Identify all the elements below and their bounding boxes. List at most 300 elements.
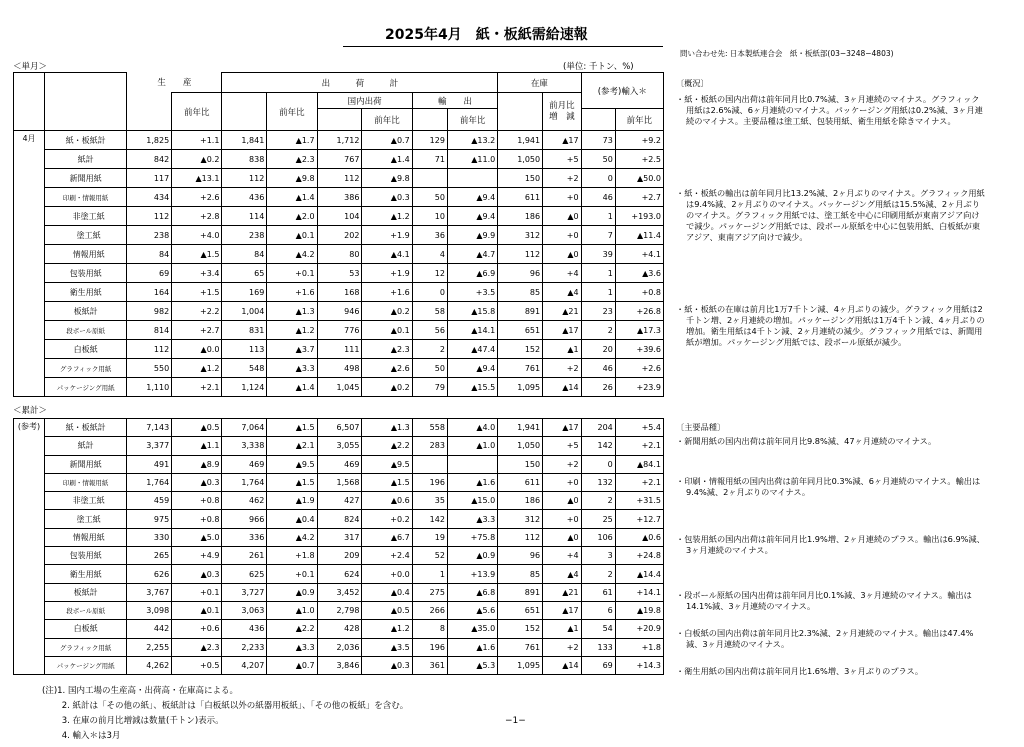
table-row [14, 302, 664, 321]
cell-p: 330 [127, 528, 172, 546]
cell-ic: +4 [543, 264, 581, 283]
cell-e: 10 [412, 207, 447, 226]
cell-e: 4 [412, 245, 447, 264]
title-underline [343, 46, 663, 47]
cell-my: +2.5 [615, 150, 663, 169]
cell-py: ▲0.0 [172, 340, 222, 359]
monthly-table [13, 72, 664, 397]
row-label: 塗工紙 [44, 226, 126, 245]
cell-p: 626 [127, 565, 172, 583]
cell-m: 69 [581, 656, 615, 674]
row-label: 情報用紙 [44, 245, 126, 264]
cell-ey: ▲13.2 [447, 131, 497, 150]
cell-m: 46 [581, 359, 615, 378]
cell-dy: ▲9.8 [362, 169, 412, 188]
cell-ic: ▲21 [543, 302, 581, 321]
overview-bullet: ・紙・板紙の在庫は前月比1万7千トン減、4ヶ月ぶりの減少。グラフィック用紙は2千トン増、2ヶ月連続の増加。パッケージング用紙は1万4千トン減、4ヶ月ぶりの増加。衛生用紙は4千トン減、2ヶ月連続の減少。グラフィック用紙では、新聞用紙が増加。パッケージング用紙では、段ボール原紙が減少。 [676, 304, 985, 347]
row-label: グラフィック用紙 [44, 359, 126, 378]
cell-ic: +2 [543, 169, 581, 188]
row-label: パッケージング用紙 [44, 378, 126, 397]
cell-my: +26.8 [615, 302, 663, 321]
cell-dy: ▲1.2 [362, 207, 412, 226]
cell-ey [447, 169, 497, 188]
cell-d: 624 [317, 565, 362, 583]
cell-ey [447, 455, 497, 473]
cell-dy: ▲0.1 [362, 321, 412, 340]
overview-heading: 〔概況〕 [676, 78, 709, 88]
row-label: 新聞用紙 [45, 455, 127, 473]
cell-dy: ▲0.2 [362, 302, 412, 321]
cell-d: 111 [317, 340, 362, 359]
cell-m: 25 [581, 510, 615, 528]
cell-d: 80 [317, 245, 362, 264]
cell-my: +2.7 [615, 188, 663, 207]
header-inventory: 在庫 [498, 73, 581, 93]
table-row [14, 226, 664, 245]
cell-d: 946 [317, 302, 362, 321]
cell-ic: +2 [543, 638, 581, 656]
cumulative-table [13, 418, 664, 675]
cell-s: 1,124 [222, 378, 267, 397]
row-label: 衛生用紙 [44, 283, 126, 302]
cell-d: 3,846 [317, 656, 362, 674]
cell-ic: ▲0 [543, 492, 581, 510]
cell-py: +4.0 [172, 226, 222, 245]
cell-ey: ▲9.4 [447, 188, 497, 207]
cell-e: 8 [412, 620, 447, 638]
cell-i: 1,941 [498, 131, 543, 150]
cell-p: 2,255 [127, 638, 172, 656]
cell-my: +12.7 [615, 510, 663, 528]
monthly-section-label: ＜単月＞ [13, 62, 48, 72]
table-row [14, 264, 664, 283]
cell-p: 1,110 [127, 378, 172, 397]
table-row [14, 638, 664, 656]
cell-py: ▲0.3 [172, 473, 222, 491]
cell-py: +2.7 [172, 321, 222, 340]
cell-m: 142 [581, 437, 615, 455]
cell-m: 1 [581, 207, 615, 226]
cell-e: 58 [412, 302, 447, 321]
cell-py: +4.9 [172, 547, 222, 565]
row-label: 紙計 [44, 150, 126, 169]
header-dom-blank [317, 109, 362, 131]
header-exp-yoy: 前年比 [447, 109, 497, 131]
cell-ic: +5 [543, 150, 581, 169]
cell-p: 1,764 [127, 473, 172, 491]
cell-i: 186 [498, 207, 543, 226]
cell-p: 842 [127, 150, 172, 169]
cell-s: 238 [222, 226, 267, 245]
cell-ic: ▲1 [543, 620, 581, 638]
cell-d: 767 [317, 150, 362, 169]
cell-m: 61 [581, 583, 615, 601]
cell-i: 186 [498, 492, 543, 510]
cell-i: 152 [498, 340, 543, 359]
cell-py: ▲1.1 [172, 437, 222, 455]
cell-p: 434 [127, 188, 172, 207]
cell-s: 1,841 [222, 131, 267, 150]
footnote: 4. 輸入＊は3月 [42, 731, 121, 741]
table-row [14, 359, 664, 378]
table-row [14, 378, 664, 397]
cell-py: ▲0.1 [172, 601, 222, 619]
row-label: 紙・板紙計 [45, 419, 127, 437]
cell-sy: ▲3.7 [267, 340, 317, 359]
cell-p: 982 [127, 302, 172, 321]
cell-i: 761 [498, 638, 543, 656]
cell-m: 0 [581, 455, 615, 473]
cell-i: 1,050 [498, 150, 543, 169]
cell-m: 39 [581, 245, 615, 264]
cell-py: ▲1.2 [172, 359, 222, 378]
cell-e: 50 [412, 359, 447, 378]
cell-m: 20 [581, 340, 615, 359]
cell-ic: ▲17 [543, 601, 581, 619]
cell-ic: +4 [543, 547, 581, 565]
cell-sy: ▲1.9 [267, 492, 317, 510]
cell-sy: ▲4.2 [267, 245, 317, 264]
table-row [14, 283, 664, 302]
cell-d: 1,045 [317, 378, 362, 397]
cell-ey: ▲15.8 [447, 302, 497, 321]
cell-e: 19 [412, 528, 447, 546]
cell-s: 838 [222, 150, 267, 169]
cell-py: ▲0.5 [172, 419, 222, 437]
cell-ey: ▲5.3 [447, 656, 497, 674]
cell-ey: ▲15.0 [447, 492, 497, 510]
cell-d: 824 [317, 510, 362, 528]
cell-ey: ▲9.4 [447, 207, 497, 226]
header-domestic: 国内出荷 [317, 93, 412, 109]
cell-p: 265 [127, 547, 172, 565]
major-bullet: ・印刷・情報用紙の国内出荷は前年同月比0.3%減、6ヶ月連続のマイナス。輸出は9.4%減、2ヶ月ぶりのマイナス。 [676, 476, 981, 497]
cell-my: +9.2 [615, 131, 663, 150]
cell-s: 462 [222, 492, 267, 510]
row-label: 非塗工紙 [44, 207, 126, 226]
cell-ic: +0 [543, 473, 581, 491]
header-exports: 輸 出 [412, 93, 498, 109]
cell-p: 4,262 [127, 656, 172, 674]
cell-my: +2.6 [615, 359, 663, 378]
cell-ic: ▲0 [543, 528, 581, 546]
cell-d: 3,452 [317, 583, 362, 601]
cell-p: 69 [127, 264, 172, 283]
cell-py: +1.1 [172, 131, 222, 150]
cell-i: 651 [498, 321, 543, 340]
cell-e: 196 [412, 638, 447, 656]
major-bullet: ・衛生用紙の国内出荷は前年同月比1.6%増、3ヶ月ぶりのプラス。 [676, 666, 924, 676]
table-row [14, 473, 664, 491]
header-ship-yoy: 前年比 [267, 93, 317, 131]
major-bullet: ・段ボール原紙の国内出荷は前年同月比0.1%減、3ヶ月連続のマイナス。輸出は14.1%減、3ヶ月連続のマイナス。 [676, 590, 972, 611]
cell-my: +24.8 [615, 547, 663, 565]
cell-p: 459 [127, 492, 172, 510]
cell-i: 1,941 [498, 419, 543, 437]
cell-p: 238 [127, 226, 172, 245]
cell-e: 79 [412, 378, 447, 397]
cell-ic: +2 [543, 359, 581, 378]
cell-sy: +0.1 [267, 264, 317, 283]
cell-m: 23 [581, 302, 615, 321]
cell-ey: ▲3.3 [447, 510, 497, 528]
cell-dy: ▲2.3 [362, 340, 412, 359]
cell-e: 275 [412, 583, 447, 601]
cell-m: 54 [581, 620, 615, 638]
cell-ey: ▲47.4 [447, 340, 497, 359]
cell-m: 106 [581, 528, 615, 546]
row-label: 紙・板紙計 [44, 131, 126, 150]
cell-my: +2.1 [615, 437, 663, 455]
cell-sy: ▲2.3 [267, 150, 317, 169]
cell-my: ▲11.4 [615, 226, 663, 245]
overview-bullet: ・紙・板紙の輸出は前年同月比13.2%減、2ヶ月ぶりのマイナス。グラフィック用紙は9.4%減、2ヶ月ぶりのマイナス。パッケージング用紙は15.5%減、2ヶ月ぶりのマイナス。グラフィック用紙では、塗工紙を中心に印刷用紙が東南アジア向けで減少。パッケージング用紙では、段ボール原紙を中心に包装用紙、白板紙が東アジア、東南アジア向けで減少。 [676, 188, 985, 242]
table-row [14, 656, 664, 674]
row-label: 板紙計 [45, 583, 127, 601]
cell-py: +0.1 [172, 583, 222, 601]
cell-i: 611 [498, 473, 543, 491]
cell-s: 112 [222, 169, 267, 188]
cell-i: 112 [498, 245, 543, 264]
cell-s: 3,063 [222, 601, 267, 619]
table-row [14, 131, 664, 150]
cell-ic: ▲1 [543, 340, 581, 359]
cell-e: 0 [412, 283, 447, 302]
cell-m: 7 [581, 226, 615, 245]
row-group-label: (参考) [14, 419, 45, 675]
cell-i: 112 [498, 528, 543, 546]
table-row [14, 419, 664, 437]
cell-my: +0.8 [615, 283, 663, 302]
cell-e: 1 [412, 565, 447, 583]
cell-i: 891 [498, 583, 543, 601]
cell-dy: ▲2.6 [362, 359, 412, 378]
cell-i: 312 [498, 510, 543, 528]
cell-s: 1,004 [222, 302, 267, 321]
cell-sy: +0.1 [267, 565, 317, 583]
cell-ic: +0 [543, 510, 581, 528]
cell-dy: ▲3.5 [362, 638, 412, 656]
cell-sy: ▲2.2 [267, 620, 317, 638]
header-imports: (参考)輸入＊ [581, 73, 663, 109]
cell-py: ▲0.3 [172, 565, 222, 583]
row-label: 白板紙 [44, 340, 126, 359]
cell-my: +14.1 [615, 583, 663, 601]
cell-sy: ▲1.5 [267, 419, 317, 437]
cell-p: 442 [127, 620, 172, 638]
cell-py: ▲13.1 [172, 169, 222, 188]
row-label: 段ボール原紙 [44, 321, 126, 340]
cell-p: 84 [127, 245, 172, 264]
cell-m: 204 [581, 419, 615, 437]
cell-my: ▲3.6 [615, 264, 663, 283]
cell-m: 6 [581, 601, 615, 619]
contact-info: 問い合わせ先: 日本製紙連合会 紙・板紙部(03−3248−4803) [680, 49, 894, 58]
corner-cell [14, 73, 45, 131]
cell-py: ▲1.5 [172, 245, 222, 264]
cell-my: +31.5 [615, 492, 663, 510]
cell-i: 152 [498, 620, 543, 638]
cell-ey: +13.9 [447, 565, 497, 583]
cell-ic: +0 [543, 226, 581, 245]
cell-s: 966 [222, 510, 267, 528]
footnote: 2. 紙計は「その他の紙」、板紙計は「白板紙以外の紙器用板紙」、「その他の板紙」を含む。 [42, 701, 409, 711]
cell-dy: ▲1.3 [362, 419, 412, 437]
table-row [14, 583, 664, 601]
row-label: 包装用紙 [45, 547, 127, 565]
cell-e: 266 [412, 601, 447, 619]
cell-m: 3 [581, 547, 615, 565]
cell-e [412, 455, 447, 473]
cell-ey: ▲1.0 [447, 437, 497, 455]
cell-ey: ▲15.5 [447, 378, 497, 397]
cell-ey: +75.8 [447, 528, 497, 546]
row-label: 塗工紙 [45, 510, 127, 528]
cell-dy: +0.2 [362, 510, 412, 528]
cell-s: 4,207 [222, 656, 267, 674]
cell-d: 427 [317, 492, 362, 510]
table-row [14, 455, 664, 473]
cell-sy: ▲0.9 [267, 583, 317, 601]
cell-s: 65 [222, 264, 267, 283]
cell-ic: ▲0 [543, 245, 581, 264]
row-label: 段ボール原紙 [45, 601, 127, 619]
cell-m: 0 [581, 169, 615, 188]
cell-sy: ▲3.3 [267, 638, 317, 656]
cell-m: 2 [581, 565, 615, 583]
cell-py: ▲0.2 [172, 150, 222, 169]
cell-dy: ▲6.7 [362, 528, 412, 546]
page-title: 2025年4月 紙・板紙需給速報 [385, 27, 588, 43]
row-label: 新聞用紙 [44, 169, 126, 188]
cell-d: 104 [317, 207, 362, 226]
table-row [14, 207, 664, 226]
header-ship-blank [222, 93, 267, 131]
row-label: 情報用紙 [45, 528, 127, 546]
cell-my: +20.9 [615, 620, 663, 638]
cell-d: 6,507 [317, 419, 362, 437]
cell-m: 133 [581, 638, 615, 656]
cell-d: 776 [317, 321, 362, 340]
cell-e: 52 [412, 547, 447, 565]
cell-s: 1,764 [222, 473, 267, 491]
cell-dy: ▲0.2 [362, 378, 412, 397]
cell-d: 168 [317, 283, 362, 302]
cell-ey: ▲14.1 [447, 321, 497, 340]
page-number: −1− [505, 716, 526, 726]
table-row [14, 321, 664, 340]
cell-sy: ▲2.0 [267, 207, 317, 226]
cell-dy: +1.9 [362, 226, 412, 245]
cell-e: 361 [412, 656, 447, 674]
major-bullet: ・包装用紙の国内出荷は前年同月比1.9%増、2ヶ月連続のプラス。輸出は6.9%減、3ヶ月連続のマイナス。 [676, 534, 985, 555]
cell-my: +4.1 [615, 245, 663, 264]
table-row [14, 528, 664, 546]
cell-my: +5.4 [615, 419, 663, 437]
cell-dy: ▲0.6 [362, 492, 412, 510]
cell-dy: ▲4.1 [362, 245, 412, 264]
cell-p: 1,825 [127, 131, 172, 150]
cell-p: 3,767 [127, 583, 172, 601]
cell-dy: ▲2.2 [362, 437, 412, 455]
cell-e: 196 [412, 473, 447, 491]
cell-s: 3,338 [222, 437, 267, 455]
cell-e [412, 169, 447, 188]
corner-cell [44, 73, 126, 131]
cell-p: 814 [127, 321, 172, 340]
table-row [14, 510, 664, 528]
header-inv-change: 前月比 増 減 [543, 93, 581, 131]
cell-s: 84 [222, 245, 267, 264]
cell-ey: ▲9.4 [447, 359, 497, 378]
cell-dy: +1.6 [362, 283, 412, 302]
cell-i: 312 [498, 226, 543, 245]
cell-e: 12 [412, 264, 447, 283]
cell-ey: ▲4.7 [447, 245, 497, 264]
cell-sy: ▲9.5 [267, 455, 317, 473]
cell-py: +1.5 [172, 283, 222, 302]
cell-my: ▲19.8 [615, 601, 663, 619]
cell-ic: ▲14 [543, 378, 581, 397]
cell-ic: ▲17 [543, 321, 581, 340]
cell-dy: ▲0.3 [362, 188, 412, 207]
cell-s: 436 [222, 620, 267, 638]
cell-py: ▲2.3 [172, 638, 222, 656]
cell-sy: ▲1.2 [267, 321, 317, 340]
cell-p: 112 [127, 340, 172, 359]
cell-p: 3,098 [127, 601, 172, 619]
cell-i: 891 [498, 302, 543, 321]
cell-my: +14.3 [615, 656, 663, 674]
footnotes [42, 684, 408, 744]
cell-p: 7,143 [127, 419, 172, 437]
cell-s: 113 [222, 340, 267, 359]
cell-s: 7,064 [222, 419, 267, 437]
cell-sy: ▲1.3 [267, 302, 317, 321]
header-imp-yoy: 前年比 [615, 109, 663, 131]
cell-m: 46 [581, 188, 615, 207]
cell-ic: ▲17 [543, 131, 581, 150]
row-label: 印刷・情報用紙 [45, 473, 127, 491]
header-dom-yoy: 前年比 [362, 109, 412, 131]
cell-ey: ▲6.8 [447, 583, 497, 601]
cell-ey: ▲9.9 [447, 226, 497, 245]
cell-my: ▲17.3 [615, 321, 663, 340]
cell-dy: ▲1.5 [362, 473, 412, 491]
cell-e: 56 [412, 321, 447, 340]
major-bullet: ・新聞用紙の国内出荷は前年同月比9.8%減、47ヶ月連続のマイナス。 [676, 436, 937, 446]
cell-ic: +2 [543, 455, 581, 473]
cell-my: ▲14.4 [615, 565, 663, 583]
cell-ey: ▲1.6 [447, 638, 497, 656]
cell-i: 1,050 [498, 437, 543, 455]
cell-s: 469 [222, 455, 267, 473]
cell-d: 386 [317, 188, 362, 207]
cell-dy: ▲9.5 [362, 455, 412, 473]
cell-p: 975 [127, 510, 172, 528]
cell-py: +2.1 [172, 378, 222, 397]
cell-d: 209 [317, 547, 362, 565]
table-row [14, 188, 664, 207]
cell-s: 625 [222, 565, 267, 583]
cell-d: 3,055 [317, 437, 362, 455]
cell-i: 150 [498, 169, 543, 188]
cell-ic: +0 [543, 188, 581, 207]
cell-sy: ▲2.1 [267, 437, 317, 455]
cell-m: 50 [581, 150, 615, 169]
cell-m: 1 [581, 264, 615, 283]
cell-dy: ▲0.4 [362, 583, 412, 601]
